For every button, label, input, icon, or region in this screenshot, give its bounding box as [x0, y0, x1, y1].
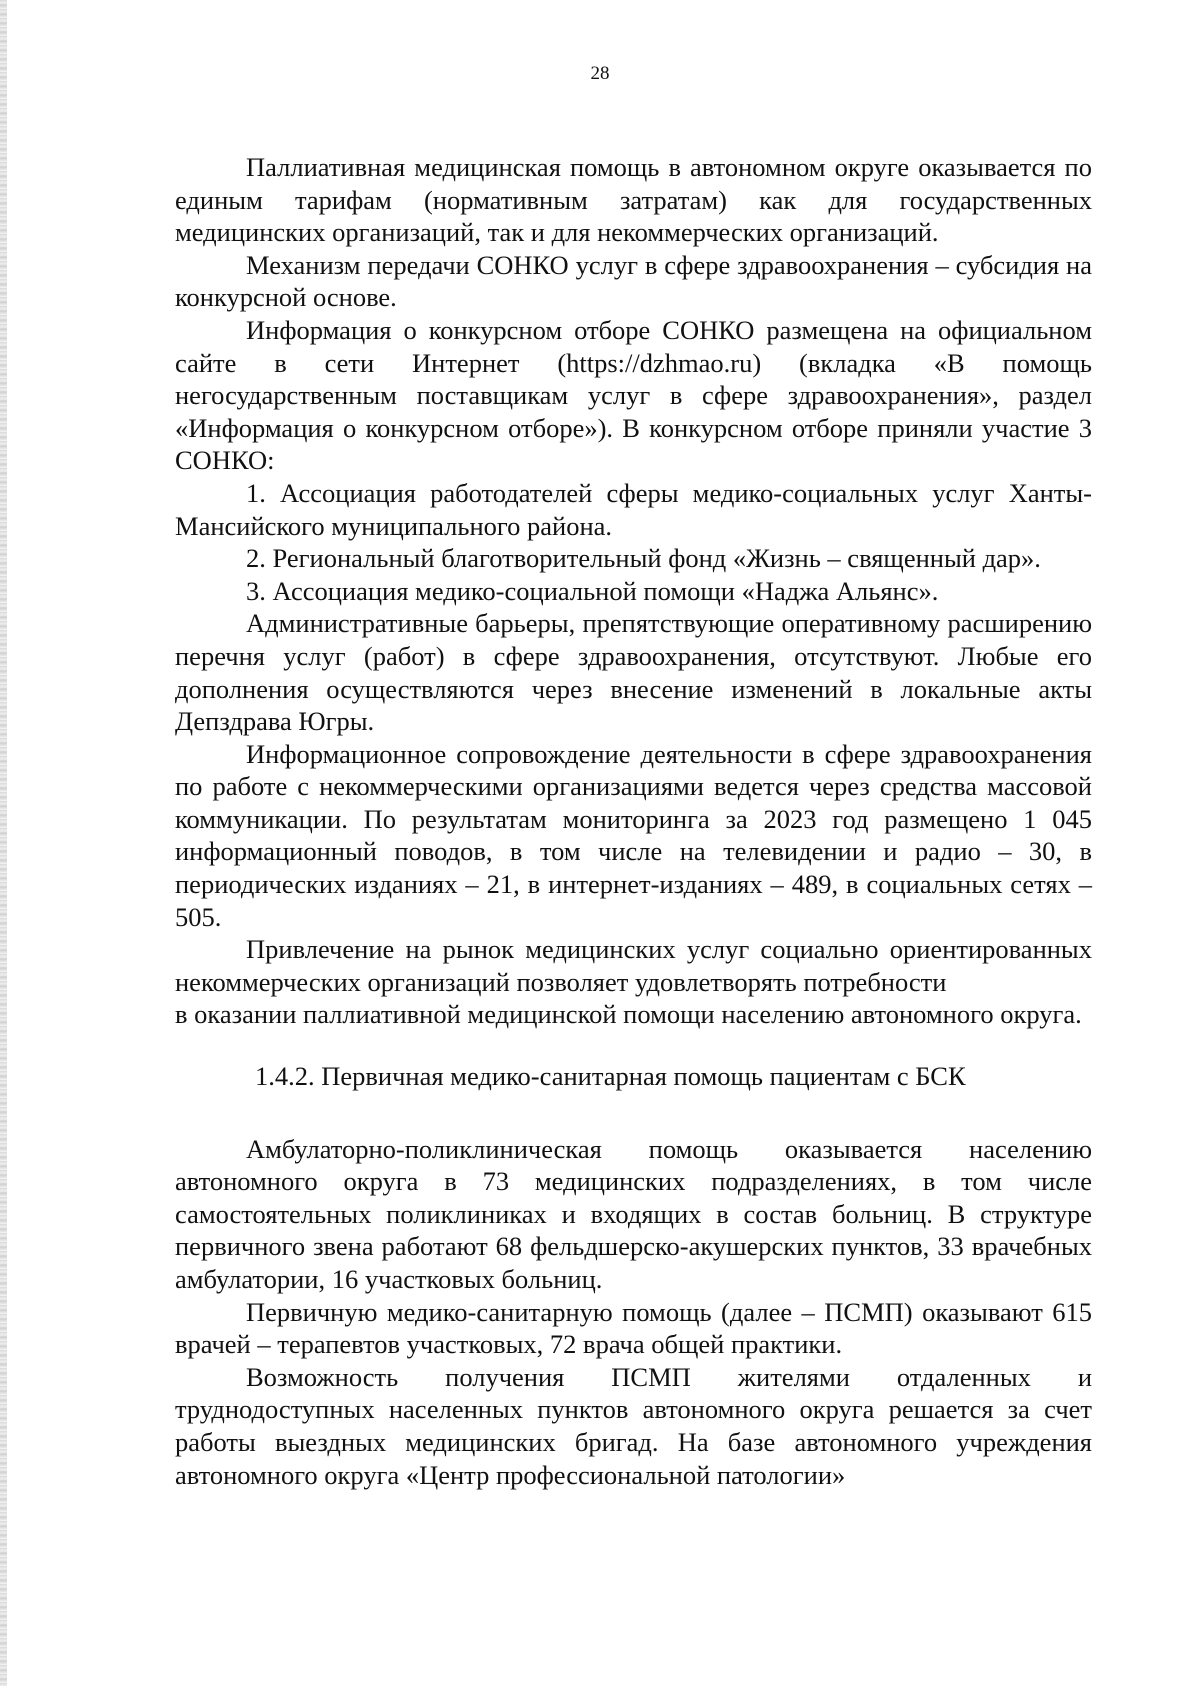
- list-item-2: 2. Региональный благотворительный фонд «Жизнь – священный дар».: [246, 543, 1041, 574]
- paragraph-primary-care-staff: Первичную медико-санитарную помощь (далее – ПСМП) оказывают 615 врачей – терапевтов участковых, 72 врача общей практики.: [175, 1296, 1092, 1360]
- paragraph-outpatient-care: Амбулаторно-поликлиническая помощь оказывается населению автономного округа в 73 медицинских подразделениях, в том числе самостоятельных поликлиниках и входящих в состав больниц. В структуре первичного звена работают 68 фельдшерско-акушерских пунктов, 33 врачебных амбулатории, 16 участковых больниц.: [175, 1133, 1092, 1294]
- page-number: 28: [590, 63, 610, 84]
- list-item-3: 3. Ассоциация медико-социальной помощи «Наджа Альянс».: [246, 575, 939, 606]
- paragraph-admin-barriers: Административные барьеры, препятствующие оперативному расширению перечня услуг (работ) в сфере здравоохранения, отсутствуют. Любые его дополнения осуществляются через внесение изменений в локальные акты Депздрава Югры.: [175, 608, 1092, 737]
- document-body: [175, 151, 1092, 1491]
- list-item-1: 1. Ассоциация работодателей сферы медико-социальных услуг Ханты-Мансийского муниципального района.: [175, 477, 1092, 541]
- paragraph-competition-info: Информация о конкурсном отборе СОНКО размещена на официальном сайте в сети Интернет (https://dzhmao.ru) (вкладка «В помощь негосударственным поставщикам услуг в сфере здравоохранения», раздел «Информация о конкурсном отборе»). В конкурсном отборе приняли участие 3 СОНКО:: [175, 314, 1092, 476]
- section-heading: 1.4.2. Первичная медико-санитарная помощь пациентам с БСК: [255, 1061, 966, 1092]
- paragraph-nko-attraction: Привлечение на рынок медицинских услуг социально ориентированных некоммерческих организаций позволяет удовлетворять потребности: [175, 934, 1092, 997]
- paragraph-transfer-mechanism: Механизм передачи СОНКО услуг в сфере здравоохранения – субсидия на конкурсной основе.: [175, 249, 1092, 313]
- paragraph-nko-attraction-continued: в оказании паллиативной медицинской помощи населению автономного округа.: [175, 999, 1082, 1030]
- paragraph-remote-access: Возможность получения ПСМП жителями отдаленных и труднодоступных населенных пунктов автономного округа решается за счет работы выездных медицинских бригад. На базе автономного учреждения автономного округа «Центр профессиональной патологии»: [175, 1361, 1092, 1490]
- paragraph-palliative-tariffs: Паллиативная медицинская помощь в автономном округе оказывается по единым тарифам (нормативным затратам) как для государственных медицинских организаций, так и для некоммерческих организаций.: [175, 152, 1092, 248]
- paragraph-info-support: Информационное сопровождение деятельности в сфере здравоохранения по работе с некоммерческими организациями ведется через средства массовой коммуникации. По результатам мониторинга за 2023 год размещено 1 045 информационный поводов, в том числе на телевидении и радио – 30, в периодических изданиях – 21, в интернет-изданиях – 489, в социальных сетях – 505.: [175, 738, 1092, 932]
- scan-edge: [0, 0, 7, 1686]
